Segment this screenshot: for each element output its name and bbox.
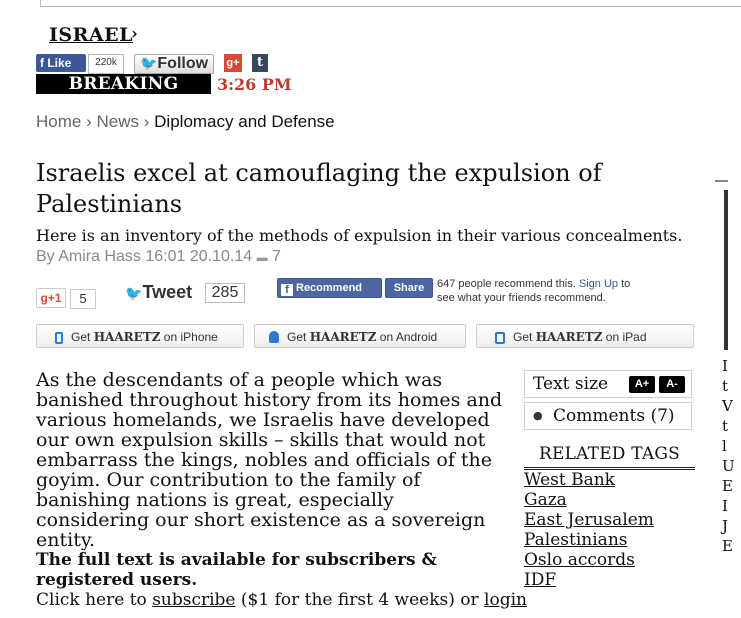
paywall-notice: The full text is available for subscribers & registered users. [36,550,437,590]
text-size-control [524,370,692,398]
text-size-label: Text size [533,374,609,394]
sidebar-edge-photo [724,190,728,350]
facebook-recommend-button[interactable] [277,278,382,298]
tweet-label: Tweet [142,282,193,302]
comment-bubble-icon: ▬ [256,252,268,264]
related-tag-link[interactable]: West Bank [524,470,615,490]
breadcrumb-separator: › [143,112,150,131]
facebook-recommend-suffix: to see what your friends recommend. [437,278,631,304]
facebook-recommend-label: Recommend [296,282,363,294]
google-plus-one-count: 5 [70,289,96,309]
breadcrumb-news[interactable]: News [96,112,140,131]
breadcrumb-home[interactable]: Home [36,112,82,131]
comment-bubble-icon: ● [533,409,543,422]
related-tag-link[interactable]: Oslo accords [524,550,635,570]
tweet-count: 285 [205,283,245,303]
top-strip [0,0,728,10]
breadcrumb-separator: › [86,112,92,131]
tweet-button[interactable] [125,283,203,301]
twitter-bird-icon: 🐦 [125,285,143,301]
article-headline: Israelis excel at camouflaging the expulsion of Palestinians [36,159,602,218]
get-app-iphone-button[interactable]: Get HAARETZ on iPhone [36,324,244,348]
article-byline [36,248,281,266]
tumblr-icon[interactable]: t [252,54,268,72]
byline-comment-count[interactable]: 7 [272,248,281,265]
related-tag-link[interactable]: Gaza [524,490,567,510]
twitter-follow-button[interactable] [134,54,214,74]
section-title[interactable]: ISRAEL [49,24,133,46]
comments-button[interactable] [524,402,692,430]
facebook-signup-link[interactable]: Sign Up [578,278,619,290]
related-tags-list [524,470,654,590]
breadcrumb-current[interactable]: Diplomacy and Defense [154,112,335,131]
byline-text[interactable]: By Amira Hass 16:01 20.10.14 [36,248,253,265]
breaking-news-label: BREAKING NEWS [36,74,211,94]
text-size-increase-button[interactable]: A+ [629,376,655,393]
subscribe-link[interactable]: subscribe [152,590,236,610]
sidebar-edge-text: I t V t l U E I J E [722,357,735,555]
related-tag-link[interactable]: Palestinians [524,530,628,550]
google-plus-icon[interactable]: g+ [224,54,242,72]
get-app-android-button[interactable]: Get HAARETZ on Android [254,324,466,348]
google-plus-one-button[interactable]: g+1 [36,288,66,308]
comments-label: Comments (7) [553,406,675,426]
facebook-share-button[interactable]: Share [385,278,433,298]
tablet-icon [495,332,505,344]
chevron-right-icon[interactable]: › [131,24,138,44]
android-icon [269,331,279,343]
twitter-bird-icon: 🐦 [139,55,158,71]
subscribe-line: Click here to subscribe ($1 for the first 4 weeks) or login [36,590,527,610]
login-link[interactable]: login [484,590,527,610]
related-tag-link[interactable]: IDF [524,570,557,590]
facebook-recommend-count-text: 647 people recommend this. [437,278,576,290]
breadcrumb [36,112,335,132]
breaking-news-time[interactable]: 3:26 PM [217,75,292,94]
sidebar-edge-rule [715,180,728,182]
twitter-follow-label: Follow [157,55,209,72]
related-tags-title: RELATED TAGS [524,444,695,470]
phone-icon [55,332,63,344]
article-body: As the descendants of a people which was banished throughout history from its homes and various homelands, we Israelis have developed our own expulsion skills – skills that would not embarrass the kings, nobles and officials of the goyim. Our contribution to the family of banishing nations is great, especially considering our short existence as a sovereign entity. [36,369,503,551]
related-tag-link[interactable]: East Jerusalem [524,510,654,530]
get-app-ipad-button[interactable]: Get HAARETZ on iPad [476,324,694,348]
facebook-icon: f [40,56,44,70]
article-subheadline: Here is an inventory of the methods of expulsion in their various concealments. [36,226,683,245]
facebook-recommend-text [437,277,637,305]
facebook-like-label: Like [47,56,72,70]
facebook-like-count: 220k [88,54,124,74]
facebook-icon: f [281,284,293,296]
facebook-like-button[interactable] [36,54,86,72]
text-size-decrease-button[interactable]: A- [659,376,685,393]
